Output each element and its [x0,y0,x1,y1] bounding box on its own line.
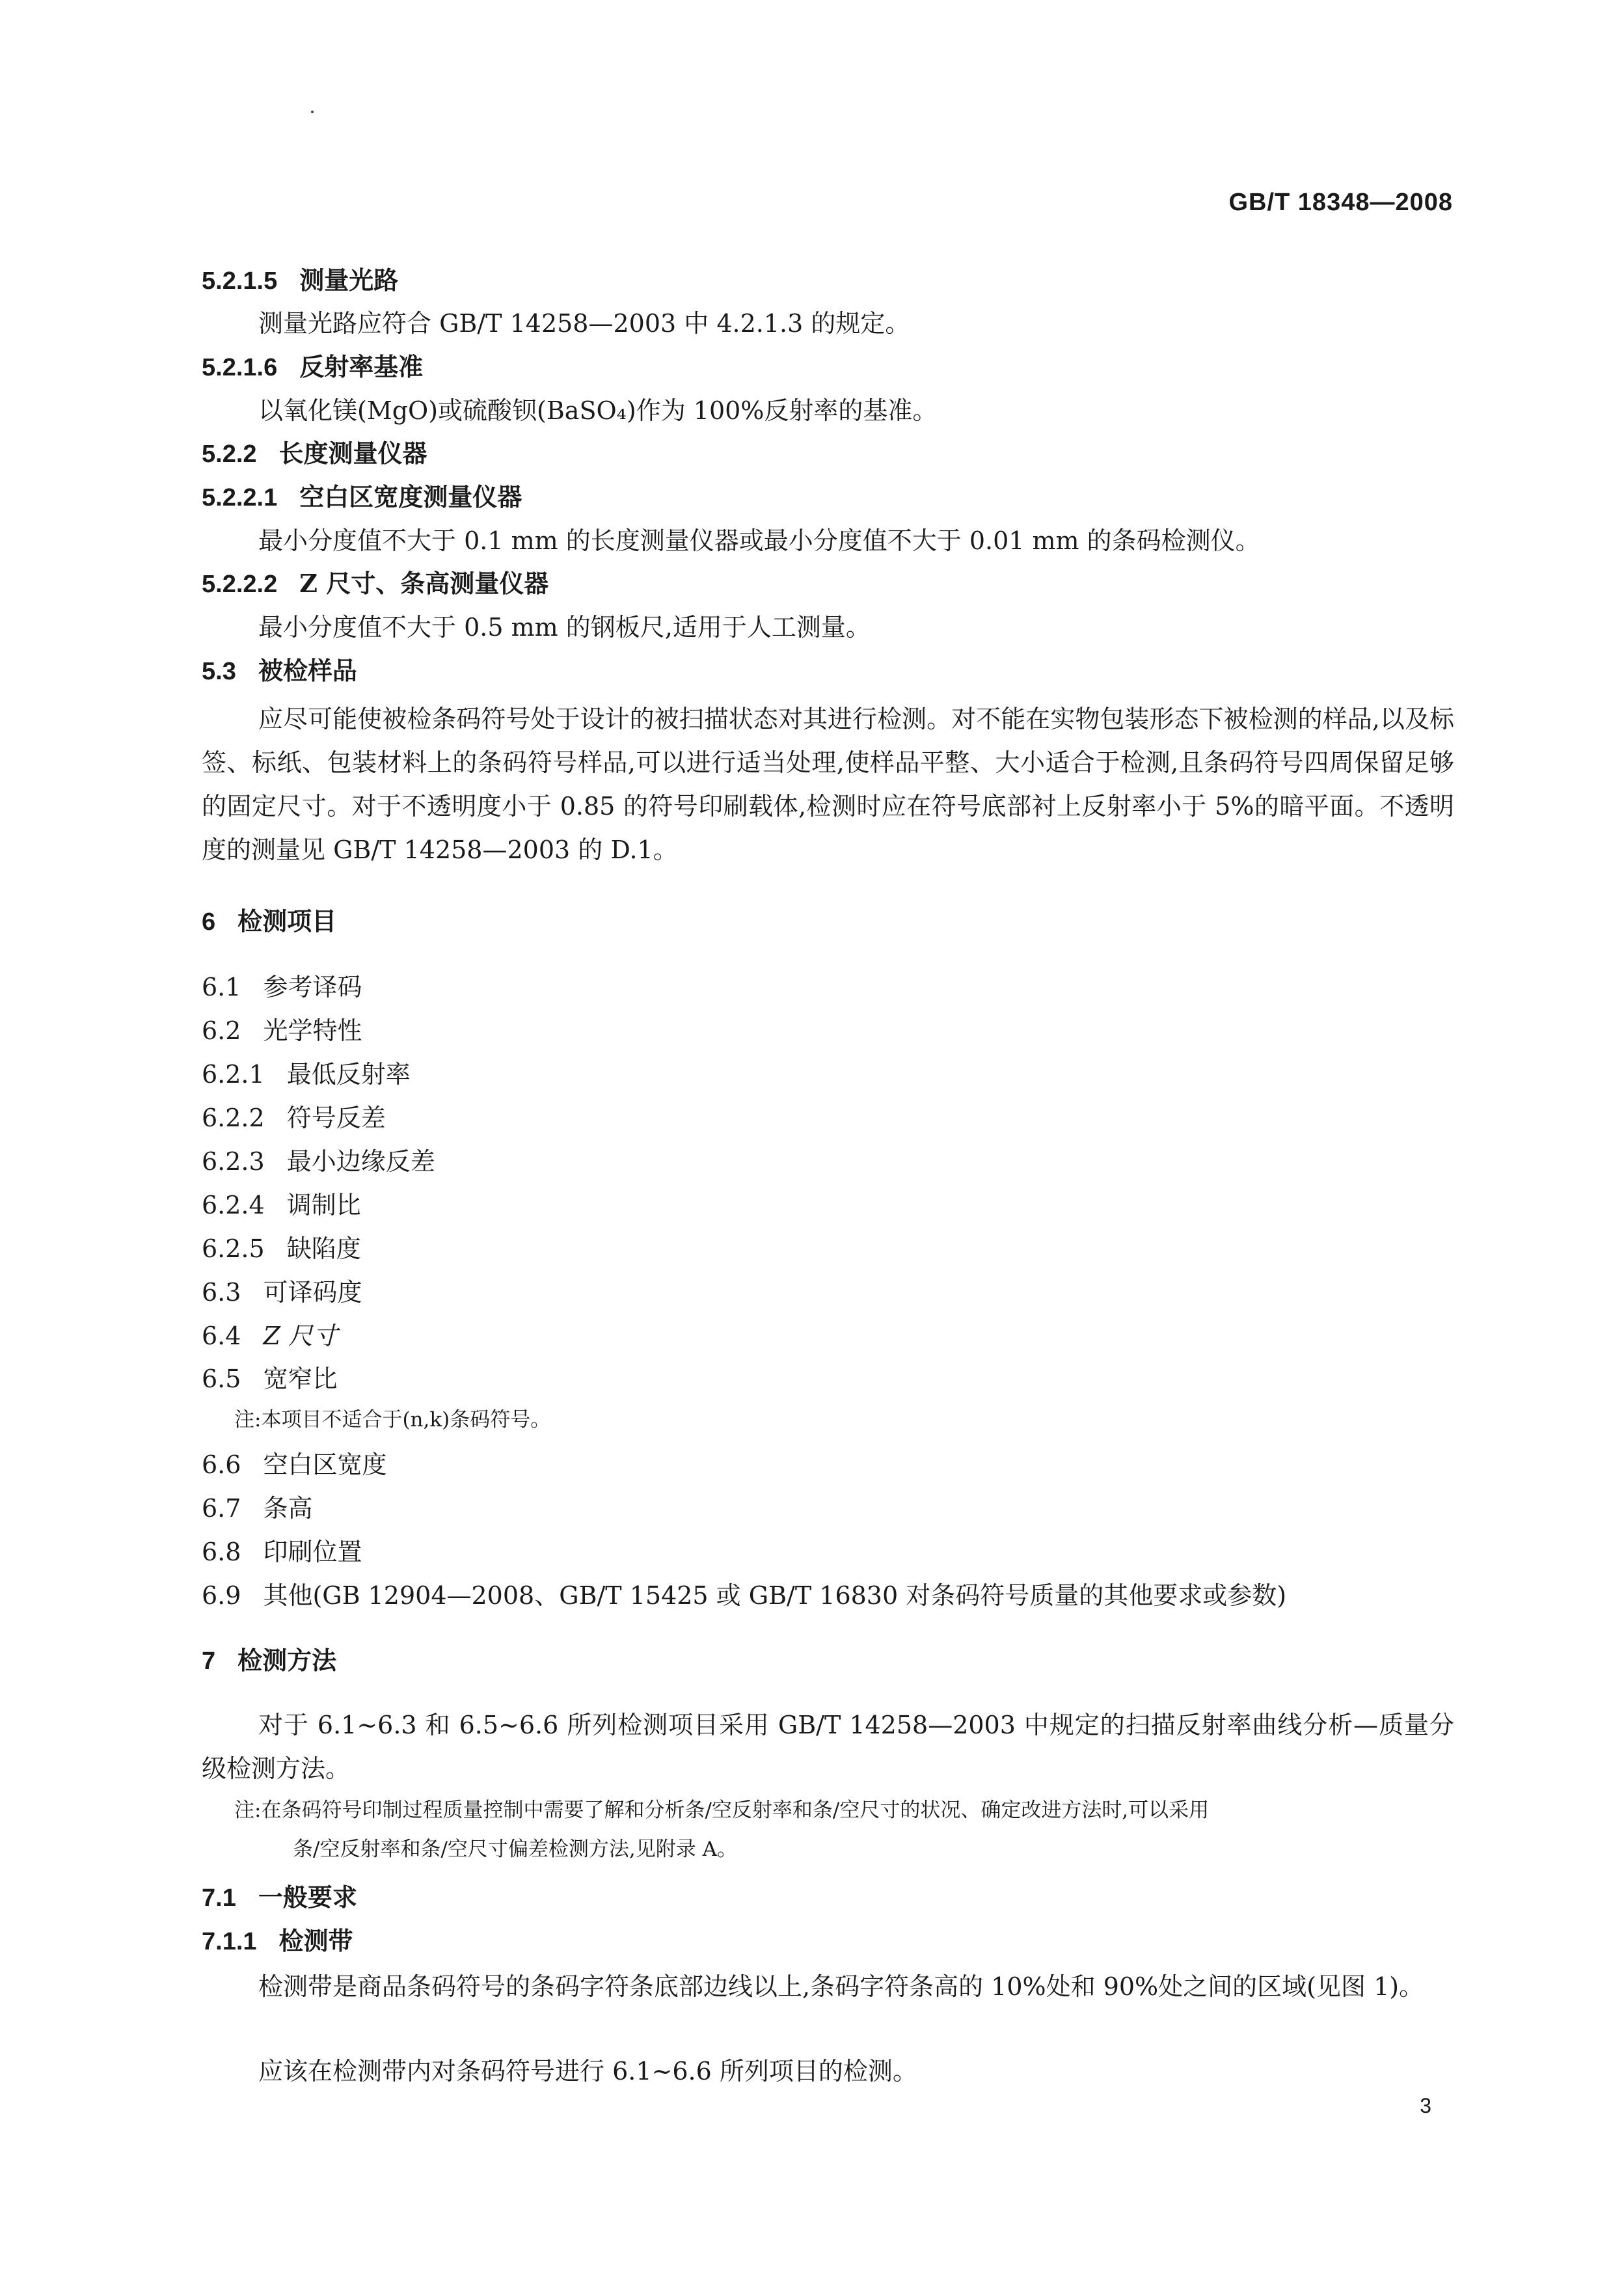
section-number: 5.2.2.1 [202,484,278,511]
item-number: 6.4 [202,1322,241,1350]
list-item [202,1277,362,1307]
heading-5-3 [202,656,357,686]
item-number: 6.2.1 [202,1060,265,1089]
section-title: 检测带 [278,1926,353,1955]
item-text: 参考译码 [263,973,362,1001]
note: 注:在条码符号印制过程质量控制中需要了解和分析条/空反射率和条/空尺寸的状况、确定改进方法时,可以采用 [234,1799,1210,1822]
list-item [202,1103,386,1133]
item-number: 6.2.4 [202,1191,265,1219]
item-text: 最小边缘反差 [286,1147,435,1176]
standard-number: GB/T 18348—2008 [1228,189,1453,216]
list-item [202,1190,361,1220]
heading-6 [202,906,336,937]
section-number: 7 [202,1648,216,1675]
item-text: 其他(GB 12904—2008、GB/T 15425 或 GB/T 16830 对条码符号质量的其他要求或参数) [263,1581,1287,1610]
item-text: 宽窄比 [263,1365,338,1393]
heading-5-2-2 [202,439,427,469]
section-number: 7.1 [202,1884,236,1912]
section-title: 测量光路 [299,265,399,295]
item-text: 最低反射率 [286,1060,411,1089]
paragraph: 最小分度值不大于 0.5 mm 的钢板尺,适用于人工测量。 [258,613,871,642]
heading-7-1-1 [202,1926,353,1957]
section-number: 5.2.2.2 [202,571,278,598]
item-number: 6.2.2 [202,1104,265,1132]
item-number: 6.5 [202,1365,241,1393]
section-title: 检测方法 [237,1646,337,1675]
list-item [202,1234,361,1264]
paragraph: 应尽可能使被检条码符号处于设计的被扫描状态对其进行检测。对不能在实物包装形态下被检测的样品,以及标签、标纸、包装材料上的条码符号样品,可以进行适当处理,使样品平整、大小适合于检测,且条码符号四周保留足够的固定尺寸。对于不透明度小于 0.85 的符号印刷载体,检测时应在符号底部衬上反射率小于 5%的暗平面。不透明度的测量见 GB/T 14258—2003 的 D.1。 [202,705,1454,864]
item-number: 6.7 [202,1494,241,1523]
list-item [202,1364,337,1394]
paragraph: 检测带是商品条码符号的条码字符条底部边线以上,条码字符条高的 10%处和 90%处之间的区域(见图 1)。 [258,1972,1424,2001]
section-title: 空白区宽度测量仪器 [299,482,522,511]
item-number: 6.2 [202,1016,241,1045]
item-number: 6.2.5 [202,1234,265,1263]
section-number: 5.2.1.5 [202,267,278,295]
section-number: 5.3 [202,658,236,685]
section-title: 反射率基准 [299,352,424,381]
item-text: Z 尺寸 [263,1322,338,1350]
section-title: 长度测量仪器 [278,439,427,468]
list-item [202,1493,312,1523]
paragraph: 最小分度值不大于 0.1 mm 的长度测量仪器或最小分度值不大于 0.01 mm 的条码检测仪。 [258,526,1260,555]
item-number: 6.2.3 [202,1147,265,1176]
paragraph: 以氧化镁(MgO)或硫酸钡(BaSO₄)作为 100%反射率的基准。 [258,396,938,425]
item-text: 空白区宽度 [263,1450,387,1479]
heading-5-2-2-2 [202,569,548,599]
item-text: 调制比 [286,1191,361,1219]
section-title: 检测项目 [237,906,337,936]
heading-5-2-1-5 [202,265,398,296]
page-number: 3 [1420,2094,1431,2117]
heading-5-2-2-1 [202,482,522,513]
item-text: 缺陷度 [286,1234,361,1263]
section-title: 被检样品 [258,656,357,685]
item-text: 条高 [263,1494,313,1523]
heading-7 [202,1646,336,1676]
paragraph: 对于 6.1~6.3 和 6.5~6.6 所列检测项目采用 GB/T 14258—2003 中规定的扫描反射率曲线分析—质量分级检测方法。 [202,1711,1454,1783]
section-title: 一般要求 [258,1882,357,1912]
list-item [202,1450,386,1480]
list-item [202,1059,411,1089]
note-continuation: 条/空反射率和条/空尺寸偏差检测方法,见附录 A。 [293,1838,737,1861]
list-item [202,1321,338,1351]
section-title: Z 尺寸、条高测量仪器 [299,569,549,598]
heading-5-2-1-6 [202,352,423,383]
section-number: 5.2.2 [202,441,257,468]
note: 注:本项目不适合于(n,k)条码符号。 [234,1408,551,1432]
item-number: 6.1 [202,973,241,1001]
scan-speck [311,111,314,113]
list-item [202,1581,1286,1610]
list-item [202,1016,362,1046]
list-item [202,1147,435,1176]
paragraph: 应该在检测带内对条码符号进行 6.1~6.6 所列项目的检测。 [258,2057,917,2085]
list-item [202,1537,362,1567]
section-number: 5.2.1.6 [202,354,278,381]
item-text: 印刷位置 [263,1538,362,1566]
heading-7-1 [202,1882,357,1913]
item-number: 6.9 [202,1581,241,1610]
paragraph: 测量光路应符合 GB/T 14258—2003 中 4.2.1.3 的规定。 [258,309,910,338]
section-number: 6 [202,908,216,936]
section-number: 7.1.1 [202,1928,257,1955]
item-number: 6.8 [202,1538,241,1566]
item-text: 符号反差 [286,1104,386,1132]
item-text: 可译码度 [263,1278,362,1307]
item-number: 6.3 [202,1278,241,1307]
item-text: 光学特性 [263,1016,362,1045]
list-item [202,972,362,1002]
item-number: 6.6 [202,1450,241,1479]
